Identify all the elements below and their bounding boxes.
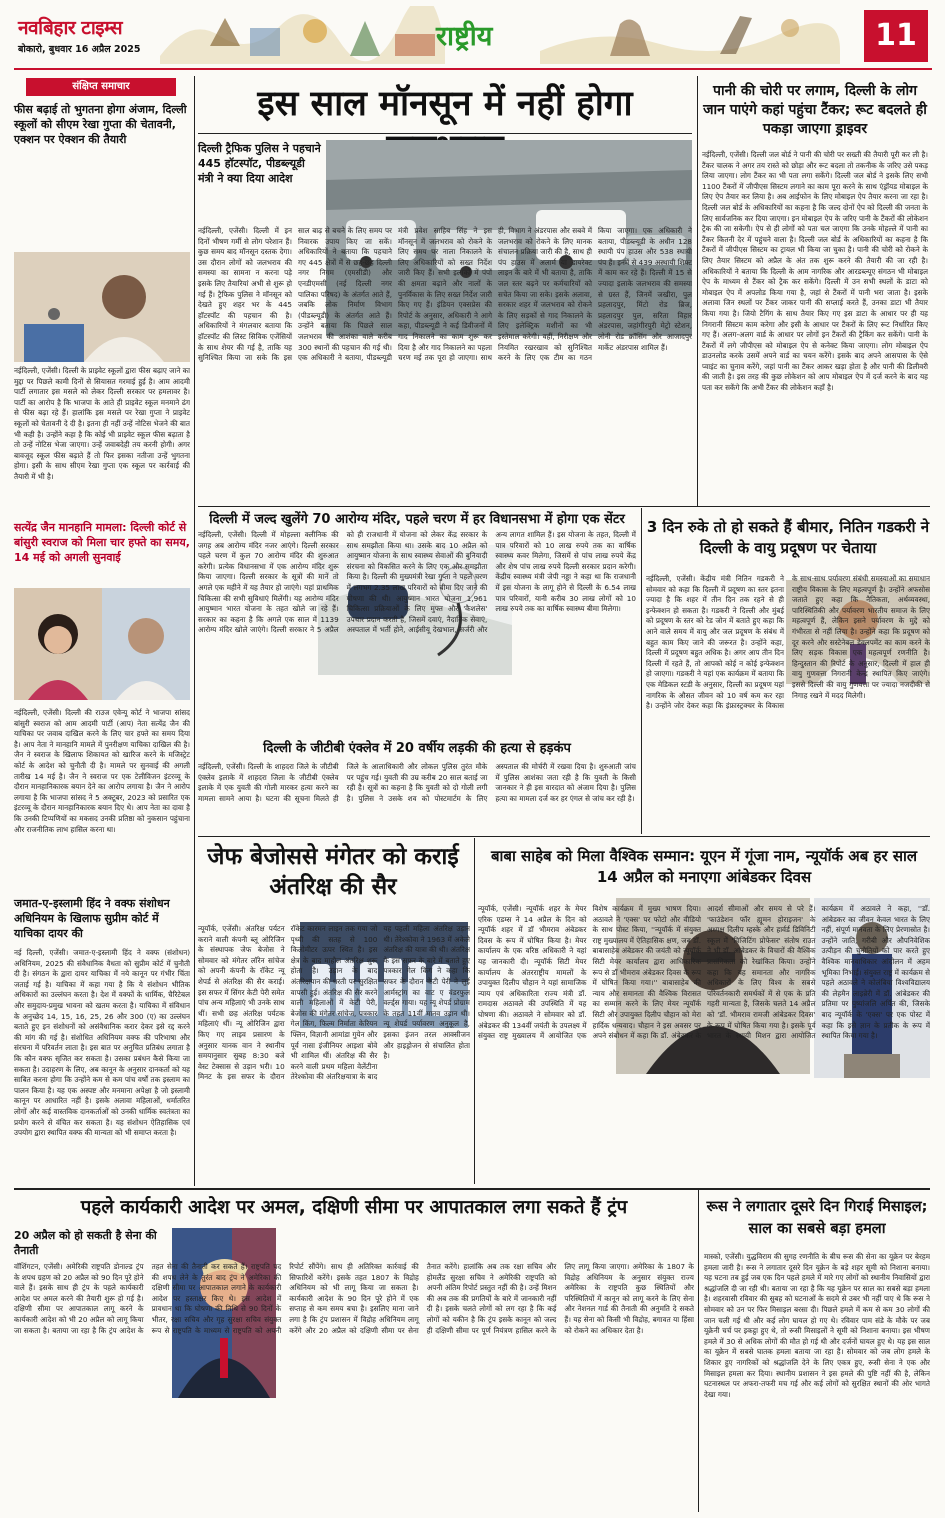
gtb-headline: दिल्ली के जीटीबी एंक्लेव में 20 वर्षीय लड़की की हत्या से हड़कंप (263, 741, 571, 756)
page-number-text: 11 (875, 18, 917, 53)
ambedkar-body: न्यूयॉर्क, एजेंसी। न्यूयॉर्क शहर के मेयर एरिक एडम्स ने 14 अप्रैल के दिन को न्यूयॉर्क शहर में डॉ भीमराव अंबेडकर दिवस के रूप में घोषित किया है। मेयर कार्यालय के एक वरिष्ठ अधिकारी ने यहां यह जानकारी दी। न्यूयॉर्क सिटी मेयर कार्यालय के अंतरराष्ट्रीय मामलों के उपायुक्त दिलीप चौहान ने यहां सामाजिक न्याय एवं अधिकारिता राज्य मंत्री डॉ. रामदास अठावले की उपस्थिति में यह घोषणा की। अठावले ने सोमवार को डॉ. अंबेडकर की 134वीं जयंती के उपलक्ष्य में संयुक्त राष्ट्र मुख्यालय में आयोजित एक विशेष कार्यक्रम में मुख्य भाषण दिया। अठावले ने 'एक्स' पर फोटो और वीडियो के साथ पोस्ट किया, ''न्यूयॉर्क में संयुक्त राष्ट्र मुख्यालय में ऐतिहासिक क्षण, जब डॉ. बाबासाहेब अंबेडकर की जयंती को न्यूयॉर्क सिटी मेयर कार्यालय द्वारा आधिकारिक रूप से डॉ भीमराव अंबेडकर दिवस के रूप में घोषित किया गया।'' बाबासाहेब की न्याय और समानता की वैश्विक विरासत का सम्मान करने के लिए मेयर न्यूयॉर्क सिटी और उपायुक्त दिलीप चौहान को मेरा हार्दिक धन्यवाद। चौहान ने इस अवसर पर अपने संबोधन में कहा कि डॉ. अंबेडकर के आदर्श सीमाओं और समय से परे हैं। 'फाउंडेशन फॉर ह्यूमन होराइजन' के अध्यक्ष दिलीप म्हस्के और हार्वर्ड डिविनिटी स्कूल में 'विजिटिंग प्रोफेसर' संतोष राउत ने भी डॉ. आंबेडकर के विचारों की वैश्विक प्रासंगिकता को रेखांकित किया। उन्होंने कहा कि यह समानता और नागरिक अधिकारों के लिए विश्व के सबसे परिवर्तनकारी समर्थकों में से एक के प्रति गहरी मान्यता है, जिसके चलते 14 अप्रैल को 'डॉ. भीमराव रामजी आंबेडकर दिवस' के रूप में घोषित किया गया है। इसके पूर्व भारत के स्थायी मिशन द्वारा आयोजित कार्यक्रम में अठावले ने कहा, ''डॉ. आंबेडकर का जीवन केवल भारत के लिए नहीं, संपूर्ण मानवता के लिए प्रेरणास्रोत है। उन्होंने जाति, गरीबी और औपनिवेशिक उत्पीड़न की चुनौतियों को पार करते हुए वैश्विक मानवाधिकार आंदोलन में अहम भूमिका निभाई। संयुक्त राष्ट्र में कार्यक्रम से पहले अठावले ने कोलंबिया विश्वविद्यालय की लेहमैन लाइब्रेरी में डॉ. आंबेडकर की प्रतिमा पर पुष्पांजलि अर्पित की, जिसके बाद न्यूयॉर्क के 'एक्स' पर एक पोस्ट में कहा कि इसे ज्ञान के प्रतीक के रूप में स्थापित किया गया है। (478, 904, 930, 1041)
water-headline: पानी की चोरी पर लगाम, दिल्ली के लोग जान पाएंगे कहां पहुंचा टैंकर; रूट बदलते ही पकड़ा जाएगा ड्राइवर (703, 83, 927, 137)
monsoon-rule (198, 133, 692, 134)
column-divider-ambedkar (474, 838, 475, 1184)
monsoon-deck: दिल्ली ट्रैफिक पुलिस ने पहचाने 445 हॉटस्पॉट, पीडब्ल्यूडी मंत्री ने क्या दिया आदेश (198, 142, 321, 185)
trump-headline: पहले कार्यकारी आदेश पर अमल, दक्षिणी सीमा पर आपातकाल लगा सकते हैं ट्रंप (80, 1197, 628, 1218)
russia-body: मास्को, एजेंसी। युद्धविराम की सुगह रणनीति के बीच रूस की सेना का यूक्रेन पर बेरहम हमला जारी है। रूस ने लगातार दूसरे दिन यूक्रेन के बड़े शहर सूमी को निशाना बनाया। यह घटना तब हुई जब एक दिन पहले हमले में मारे गए लोगों को स्थानीय निवासियों द्वारा श्रद्धांजलि दी जा रही थी। बताया जा रहा है कि यह यूक्रेन पर साल का सबसे बड़ा हमला है। शहरवासी रविवार की सुबह को घटनाओं के सदमे से उबर भी नहीं पाए थे कि रूस ने सोमवार को उन पर फिर मिसाइल बरसा दी। पिछले हमले में कम से कम 30 लोगों की जान चली गई थी और कई लोग घायल हो गए थे। रविवार पाम संडे के मौके पर जब यूक्रेनी चर्च पर इकट्ठा हुए थे, तो रूसी मिसाइलों ने सूमी को निशाना बनाया। इस भीषण हमले में 30 से अधिक लोगों की मौत हो गई थी और दर्जनों घायल हुए थे। यह इस साल का यूक्रेन में सबसे घातक हमला बताया जा रहा है। सोमवार को जब लोग हमले के शिकार हुए नागरिकों को श्रद्धांजलि देने के लिए एकत्र हुए, रूसी सेना ने एक और मिसाइल हमला कर दिया। स्थानीय प्रशासन ने इस हमले की पुष्टि नहीं की है, लेकिन घटनास्थल पर अफरा-तफरी मच गई और कई लोगों को सुरक्षित स्थानों की ओर भागते देखा गया। (704, 1252, 930, 1399)
gadkari-body: नईदिल्ली, एजेंसी। केंद्रीय मंत्री नितिन गडकरी ने सोमवार को कहा कि दिल्ली में प्रदूषण का स्तर इतना ज्यादा है कि शहर में तीन दिन तक रहने से ही इन्फेक्शन हो सकता है। गडकरी ने दिल्ली और मुंबई को प्रदूषण के स्तर को रेड जोन में बताते हुए कहा कि आने वाले समय में वायु और जल प्रदूषण के संबंध में बहुत काम किए जाने की जरूरत है। उन्होंने कहा, दिल्ली में प्रदूषण बहुत अधिक है। अगर आप तीन दिन दिल्ली में रहते हैं, तो आपको कोई न कोई इन्फेक्शन हो जाएगा। गडकरी ने यहां एक कार्यक्रम में बताया कि एक मेडिकल स्टडी के अनुसार, दिल्ली का प्रदूषण यहां नागरिक के औसत जीवन को 10 वर्ष कम कर रहा है। उन्होंने जोर देकर कहा कि इंफ्रास्ट्रक्चर के विकास के साथ-साथ पर्यावरण संबंधी समस्याओं का समाधान राष्ट्रीय विकास के लिए महत्वपूर्ण है। उन्होंने अफसोस जताते हुए कहा कि नैतिकता, अर्थव्यवस्था, पारिस्थितिकी और पर्यावरण भारतीय समाज के लिए महत्वपूर्ण हैं, लेकिन इसने पर्यावरण के मुद्दे को गंभीरता से नहीं लिया है। उन्होंने कहा कि प्रदूषण को दूर करने और सस्टेनेबल डेवलपमेंट का काम करने के लिए सड़क विकास एक महत्वपूर्ण रणनीति है। हिन्दुस्तान की रिपोर्ट के अनुसार, दिल्ली में हाल ही वायु गुणवत्ता निगरानी केन्द्र स्थापित किए जाएंगे। इससे दिल्ली की वायु गुणवत्ता पर ज्यादा नजदीकी से निगाह रखने में मदद मिलेगी। (646, 574, 930, 711)
paper-logo: नवबिहार टाइम्स (18, 17, 123, 39)
brief-headline-1: फीस बढ़ाई तो भुगतना होगा अंजाम, दिल्ली स्कूलों को सीएम रेखा गुप्ता की चेतावनी, एक्शन पर ऐक्शन की तैयारी (14, 103, 187, 146)
gadkari-headline: 3 दिन रुके तो हो सकते हैं बीमार, नितिन गडकरी ने दिल्ली के वायु प्रदूषण पर चेताया (646, 518, 930, 557)
brief-headline-2: सत्येंद्र जैन मानहानि मामला: दिल्ली कोर्ट से बांसुरी स्वराज को मिला चार हफ्ते का समय, 14 मई को अगली सुनवाई (14, 521, 190, 564)
brief-column (14, 76, 190, 1186)
bezos-headline: जेफ बेजोससे मंगेतर को कराई अंतरिक्ष की सैर (207, 844, 459, 900)
dateline: बोकारो, बुधवार 16 अप्रैल 2025 (18, 44, 141, 55)
section-rule-1 (198, 506, 930, 507)
page-number (864, 10, 928, 62)
brief-body-1: नईदिल्ली, एजेंसी। दिल्ली के प्राइवेट स्कूलों द्वारा फीस बढ़ाए जाने का मुद्दा पर पिछले कामी दिनों से सियासत गरमाई हुई है। आम आदमी पार्टी लगातार इस मसले को लेकर दिल्ली सरकार पर हमलावर है। पार्टी का आरोप है कि भाजपा के आते ही प्राइवेट स्कूल मनमाने ढंग से फीस बढ़ा रहे हैं। हालांकि इस मसले पर रेखा गुप्ता ने प्राइवेट स्कूलों को चेतावनी दे दी है। इतना ही नहीं उन्हें नोटिस भेजने की बात भी कही है। उन्होंने कहा है कि कोई भी प्राइवेट स्कूल फीस बढ़ाता है तो उन्हें नोटिस भेजा जाएगा। उन्हें जवाबदेही तय करनी होगी। अगर बावजूद स्कूल फीस बढ़ाते हैं तो फिर इसका नतीजा उन्हें भुगतना होगा। इसी के साथ सीएम रेखा गुप्ता एक स्कूल पर कार्रवाई की तैयारी में भी है। (14, 366, 190, 481)
russia-headline: रूस ने लगातार दूसरे दिन गिराई मिसाइल; साल का सबसे बड़ा हमला (706, 1198, 928, 1237)
masthead-art (150, 6, 450, 64)
bezos-body: न्यूयॉर्क, एजेंसी। अंतरिक्ष पर्यटन कराने वाली कंपनी ब्लू ओरिजिन के संस्थापक जेफ बेजोस ने सोमवार को मंगेतर लॉरेन सांचेज को अपनी कंपनी के रॉकेट न्यू शेपर्ड से अंतरिक्ष की सैर कराई। इस सफर में सिंगर केटी पेरी समेत पांच अन्य महिलाएं भी उनके साथ थीं। सभी छह अंतरिक्ष पर्यटक महिलाएं थीं। न्यू ओरिजिन द्वारा किए गए लाइव प्रसारण के अनुसार यानक वान ने स्थानीय समयानुसार सुबह 8:30 बजे वेस्ट टेक्सास से उड़ान भरी। 10 मिनट के इस सफर के दौरान रॉकेट कारमन लाइन तक गया जो पृथ्वी की सतह से 100 किलोमीटर ऊपर स्थित है। इस क्षेत्र के बाद माहौल अंतरिक्ष शुरू होता है। उड़ान के बाद अंतरिक्षयान की धरती पर सुरक्षित वापसी हुई। अंतरिक्ष की सैर करने वाली महिलाओं में केटी पेरी, बेजोस की मंगेतर सांचेज, पत्रकार गेल किंग, फिल्म निर्माता केरियन फ्लिन, विज्ञानी आमांडा गुयेन और पूर्व नासा इंजीनियर आइशा बोवे भी शामिल थीं। अंतरिक्ष की सैर करने वाली प्रथम महिला वेलेंटीना तेरेश्कोवा की अंतरिक्षयात्रा के बाद यह पहली महिला अंतरिक्ष उड़ान थी। तेरेश्कोवा ने 1963 में अकेले अंतरिक्ष की यात्रा की थी। अंतरिक्ष के इस सफर के बारे में बताते हुए पत्रकार गेल किंग ने कहा कि सफर के दौरान केटी पेरी ने लुई आर्मस्ट्रांग का वाट ए वंडरफुल वर्ल्ड्स गाया। यह न्यू शेपर्ड प्रोग्राम के तहत 11वीं मानव उड़ान थी। न्यू शेपर्ड पर्यावरण अनुकूल है, इसका इंजन तरल आक्सीजन और हाइड्रोजन से संचालित होता है। (198, 924, 470, 1082)
trump-body: वॉशिंगटन, एजेंसी। अमेरिकी राष्ट्रपति डोनाल्ड ट्रंप के शपथ ग्रहण को 20 अप्रैल को 90 दिन पूरे होने वाले हैं। इसके साथ ही ट्रंप के पहले कार्यकारी आदेश पर अमल करने की तैयारी शुरू हो गई है। दक्षिणी सीमा पर आपातकाल लागू करने के कार्यकारी आदेश को भी 20 अप्रैल को लागू किया जा सकता है। बताया जा रहा है कि ट्रंप आदेश के तहत सेना की तैनाती कर सकते हैं। राष्ट्रपति पद की शपथ लेने के तुरंत बाद ट्रंप ने अमेरिका की दक्षिणी सीमा पर आपातकाल लगाने के कार्यकारी आदेश पर हस्ताक्षर किए थे। इस आदेश में प्रावधान था कि घोषणा की तिथि से 90 दिनों के भीतर, रक्षा सचिव और गृह सुरक्षा सचिव संयुक्त रूप से राष्ट्रपति के माध्यम से राष्ट्रपति को अपनी रिपोर्ट सौंपेंगे। साथ ही अतिरिक्त कार्रवाई की सिफारिशें करेंगे। इसके तहत 1807 के विद्रोह अधिनियम को भी लागू किया जा सकता है। कार्यकारी आदेश के 90 दिन पूरे होने में एक सप्ताह से कम समय बचा है। इसलिए माना जाने लगा है कि ट्रंप प्रशासन में विद्रोह अधिनियम लागू करेंगे और 20 अप्रैल को दक्षिणी सीमा पर सेना तैनात करेंगे। हालांकि अब तक रक्षा सचिव और होमलैंड सुरक्षा सचिव ने अमेरिकी राष्ट्रपति को अपनी अंतिम रिपोर्ट प्रस्तुत नहीं की है। उन्हें मिशन की अब तक की प्रगतियों के बारे में जानकारी नहीं दी है। इसके चलते लोगों को लग रहा है कि कई लोगों को यकीन है कि ट्रंप इसके कानून को जल्द ही दक्षिणी सीमा पर पूर्ण नियंत्रण हासिल करने के लिए लागू किया जाएगा। अमेरिका के 1807 के विद्रोह अधिनियम के अनुसार संयुक्त राज्य अमेरिका के राष्ट्रपति कुछ स्थितियों और परिस्थितियों में कानून को लागू करने के लिए सेना और नेशनल गार्ड की तैनाती की अनुमति दे सकते हैं। यह सेना को किसी भी विद्रोह, बगावत या हिंसा को रोकने का अधिकार देता है। (14, 1262, 694, 1335)
masthead-art-right (540, 6, 840, 64)
masthead (0, 0, 945, 72)
water-body: नईदिल्ली, एजेंसी। दिल्ली जल बोर्ड ने पानी की चोरी पर सख्ती की तैयारी पूरी कर ली है। टैंकर चालक ने अगर तय रास्ते को छोड़ा और रूट बदला तो तकनीक के जरिए उसे पकड़ लिया जाएगा। लोग टैंकर का भी पता लगा सकेंगे। दिल्ली जल बोर्ड ने इसके लिए सभी 1100 टैंकरों में जीपीएस सिस्टम लगाने का काम पूरा करने के साथ एंड्रॉयड मोबाइल के लिए ऐप तैयार कर लिया है। अब आईफोन के लिए मोबाइल ऐप तैयार करना जा रहा है। दिल्ली जल बोर्ड के अधिकारियों का कहना है कि जल्द दोनों ऐप को दिल्ली की जनता के लिए सार्वजनिक कर दिया जाएगा। इन मोबाइल ऐप के जरिए पानी के टैंकरों की लोकेशन ट्रैक की जा सकेगी। ऐप से ही लोगों को पता चल जाएगा कि उनके मोहल्ले में पानी का टैंकर कितनी देर में पहुंचने वाला है। दिल्ली जल बोर्ड के अधिकारियों का कहना है कि टैंकरों में जीपीएस सिस्टम का ट्रायल भी किया जा चुका है। पानी की चोरी को रोकने के लिए तैयार सिस्टम को अप्रैल के अंत तक शुरू करने की तैयारी की जा रही है। अधिकारियों ने बताया कि दिल्ली के आम नागरिक और आरडब्ल्यूए संगठन भी मोबाइल ऐप के माध्यम से टैंकर को ट्रैक कर सकेंगे। दिल्ली में उन सभी स्थलों के डाटा को मोबाइल ऐप में अपलोड किया गया है, जहां से टैंकरों में पानी भरा जाता है। इसके अलावा जिन स्थलों पर टैंकर जाकर पानी की सप्लाई करते हैं, उनका डाटा भी तैयार किया गया है। जियो टैगिंग के साथ तैयार किए गए इस डाटा के आधार पर ही यह निगरानी सिस्टम काम करेगा और इसी के आधार पर टैंकरों के लिए रूट निर्धारित किए गए हैं। अलग-अलग वार्ड के आधार पर लोगों इन टैंकरों की ट्रैकिंग कर सकेंगे। पानी के टैंकरों में लगे जीपीएस को मोबाइल ऐप से कनेक्ट किया जाएगा। लोग मोबाइल ऐप डाउनलोड करके उसमें अपने वार्ड का चयन करेंगे। इसके बाद अपने आसपास के ऐसे प्वाइंट का चुनाव करेंगे, जहां पानी का टैंकर आकर खड़ा होता है और पानी की डिलीवरी की जाती है। इस तरह की कुछ लोकेशन को आप मोबाइल ऐप में दर्ज करने के बाद यह पता कर सकेंगे कि अभी टैंकर की लोकेशन कहाँ है। (702, 150, 928, 393)
arogya-body: नईदिल्ली, एजेंसी। दिल्ली में मोहल्ला क्लीनिक की जगह अब आरोग्य मंदिर नजर आएंगे। दिल्ली सरकार पहले चरण में कुल 70 आरोग्य मंदिर की शुरुआत करेगी। प्रत्येक विधानसभा में एक आरोग्य मंदिर शुरू किया जाएगा। दिल्ली सरकार के सूत्रों की मानें तो अगले एक महीने में यह तैयार हो जाएंगे। यहां प्राथमिक चिकित्सा की सभी सुविधाएं मिलेंगी। यह आरोग्य मंदिर आयुष्मान भारत योजना के तहत खोले जा रहे हैं। सरकार का कहना है कि अगले एक साल में 1139 आरोग्य मंदिर खोले जाएंगे। दिल्ली सरकार ने 5 अप्रैल को ही राजधानी में योजना को लेकर केंद्र सरकार के साथ समझौता किया था। उसके बाद 10 अप्रैल को आयुष्मान योजना के साथ स्वास्थ्य सेवाओं की बुनियादी संरचना को विकसित करने के लिए एक और समझौता किया है। दिल्ली की मुख्यमंत्री रेखा गुप्ता ने पहले चरण में लगभग 2.35 लाख परिवारों को बीमा दिए जाने की घोषणा की थी। आयुष्मान भारत योजना 1,961 चिकित्सा प्रक्रियाओं के लिए मुफ्त और 'कैशलेस' उपचार प्रदान करती है, जिसमें दवाएं, नैदानिक सेवाएं, अस्पताल में भर्ती होने, आईसीयू देखभाल, सर्जरी और अन्य लागत शामिल हैं। इस योजना के तहत, दिल्ली में पात्र परिवारों को 10 लाख रुपये तक का वार्षिक स्वास्थ्य कवर मिलेगा, जिसमें से पांच लाख रुपये केंद्र और शेष पांच लाख रुपये दिल्ली सरकार प्रदान करेगी। केंद्रीय स्वास्थ्य मंत्री जेपी नड्डा ने कहा था कि राजधानी में इस योजना के लागू होने से दिल्ली के 6.54 लाख पात्र परिवारों, यानी करीब 30 लाख लोगों को 10 लाख रुपये तक का वार्षिक स्वास्थ्य बीमा मिलेगा। (198, 530, 636, 635)
section-rule-2 (198, 836, 930, 837)
column-divider-mid (697, 76, 698, 506)
column-divider-russia (698, 1190, 699, 1512)
arogya-headline: दिल्ली में जल्द खुलेंगे 70 आरोग्य मंदिर, पहले चरण में हर विधानसभा में होगा एक सेंटर (209, 512, 625, 527)
brief-label-text: संक्षिप्त समाचार (72, 81, 130, 92)
section-title: राष्ट्रीय (436, 21, 493, 52)
column-divider-left (194, 76, 195, 1186)
rekha-gupta-photo (14, 252, 190, 362)
monsoon-body: नईदिल्ली, एजेंसी। दिल्ली में इन दिनों भीषण गर्मी से लोग परेशान हैं। कुछ समय बाद मॉनसून दस्तक देगा। उस दौरान लोगों को जलभराव की समस्या का सामना न करना पड़े इसके लिए तैयारियां अभी से शुरू हो गई हैं। ट्रैफिक पुलिस ने मॉनसून को देखते हुए शहर भर के 445 हॉटस्पॉट की पहचान की है। अधिकारियों ने मंगलवार बताया कि हॉटस्पॉट की लिस्ट सिविक एजेंसियों के साथ शेयर की गई है, ताकि यह सुनिश्चित किया जा सके कि इस साल बाढ़ से बचने के लिए समय पर निवारक उपाय किए जा सकें। अधिकारियों ने बताया कि पहचाने गए 445 क्षेत्रों में से छह-छह दिल्ली नगर निगम (एमसीडी) और एनडीएमसी (नई दिल्ली नगर पालिका परिषद) के अंतर्गत आते हैं, जबकि लोक निर्माण विभाग (पीडब्ल्यूडी) के अंतर्गत आते हैं। उन्होंने बताया कि पिछले साल जलभराव की आशंका वाले करीब 300 स्थानों की पहचान की गई थी। एक अधिकारी ने बताया, पीडब्ल्यूडी मंत्री प्रवेश साहिब सिंह ने इस मॉनसून में जलभराव को रोकने के लिए समय पर नाला निकालने के लिए अधिकारियों को सख्त निर्देश जारी किए हैं। सभी इलाकों में पंपों की क्षमता बढ़ाने और नालों के पुनर्विकास के लिए सख्त निर्देश जारी किए गए हैं। इंडियन एक्सप्रेस की रिपोर्ट के अनुसार, अधिकारी ने आगे कहा, पीडब्ल्यूडी ने कई डिवीजनों में गाद निकालने का काम शुरू कर दिया है और गाद निकालने का पहला चरण मई तक पूरा हो जाएगा। साथ ही, विभाग ने अंडरपास और सबवे में जलभराव को रोकने के लिए मानक संचालन प्रक्रिया जारी की है, साथ ही पंप हाउस में अलार्म या डायरेक्ट लाइन के बारे में भी बताया है, ताकि जल स्तर बढ़ने पर कर्मचारियों को सचेत किया जा सके। इसके अलावा, सरकार शहर में जलभराव को रोकने के लिए सड़कों से गाद निकालने के लिए इलेक्ट्रिक मशीनों का भी इस्तेमाल करेगी। वहीं, निरीक्षण और नियमित रखरखाव को सुनिश्चित करने के लिए एक टीम का गठन किया जाएगा। एक अधिकारी ने बताया, पीडब्ल्यूडी के अधीन 128 स्थायी पंप हाउस और 538 स्थायी पंप हैं। इनमें से 439 अस्थायी शिफ्ट में काम कर रहे हैं। दिल्ली में 15 से ज्यादा इलाके जलभराव की समस्या से ग्रस्त हैं, जिनमें जखीरा, पुल प्रहलादपुर, मिंटो रोड ब्रिज, प्रहलादपुर पुल, सरिता विहार अंडरपास, जहांगीरपुरी मेट्रो स्टेशन, लोनी रोड क्रॉसिंग और आजादपुर मार्केट अंडरपास शामिल हैं। (198, 226, 692, 363)
masthead-rule (14, 68, 932, 70)
section-rule-3 (14, 1188, 930, 1190)
brief-label (26, 78, 176, 96)
brief-body-2: नईदिल्ली, एजेंसी। दिल्ली की राउज एवेन्यू कोर्ट ने भाजपा सांसद बांसुरी स्वराज को आम आदमी पार्टी (आप) नेता सत्येंद्र जैन की याचिका पर जवाब दाखिल करने के लिए चार हफ्ते का समय दिया है। आप नेता ने मानहानि मामले में पुनरीक्षण याचिका दाखिल की है। जैन ने स्वराज के खिलाफ शिकायत को खारिज करने के मजिस्ट्रेट कोर्ट के आदेश को चुनौती दी है। मामले पर सुनवाई की अगली तारीख 14 मई है। जैन ने स्वराज पर एक टेलीविजन इंटरव्यू के दौरान मानहानिकारक बयान देने का आरोप लगाया है। जैन ने आरोप लगाया है कि भाजपा सांसद ने 5 अक्टूबर, 2023 को प्रसारित एक इंटरव्यू के दौरान मानहानिकारक बयान दिए थे। आप नेता का दावा है कि उनकी टिप्पणियों का मकसद उनकी प्रतिष्ठा को नुकसान पहुंचाना और राजनीतिक लाभ हासिल करना था। (14, 708, 190, 834)
ambedkar-headline: बाबा साहेब को मिला वैश्विक सम्मान: यूएन में गूंजा नाम, न्यूयॉर्क अब हर साल 14 अप्रैल को मनाएगा आंबेडकर दिवस (490, 847, 918, 886)
bansuri-satyendra-photo (14, 588, 190, 700)
monsoon-headline: इस साल मॉनसून में नहीं होगा (257, 84, 633, 124)
column-divider-gadkari (641, 508, 642, 834)
gtb-body: नईदिल्ली, एजेंसी। दिल्ली के शाहदरा जिले के जीटीबी एंक्लेव इलाके में शाहदरा जिला के जीटीबी एंक्लेव इलाके में एक युवती की गोली मारकर हत्या करने का मामला सामने आया है। घटना की सूचना मिलते ही जिले के आलाधिकारी और लोकल पुलिस तुरंत मौके पर पहुंच गई। युवती की उम्र करीब 20 साल बताई जा रही है। सूत्रों का कहना है कि युवती को दो गोली लगी है। पुलिस ने उसके शव को पोस्टमार्टम के लिए अस्पताल की मोर्चरी में रखवा दिया है। शुरुआती जांच में पुलिस आशंका जता रही है कि युवती के किसी जानकार ने ही इस वारदात को अंजाम दिया है। पुलिस हत्या का मामला दर्ज कर हर एंगल से जांच कर रही है। (198, 762, 636, 803)
trump-deck: 20 अप्रैल को हो सकती है सेना की तैनाती (14, 1229, 157, 1257)
brief-body-3: नई दिल्ली, एजेंसी। जमात-ए-इस्लामी हिंद ने वक्फ (संशोधन) अधिनियम, 2025 की संवैधानिक वैधता को सुप्रीम कोर्ट में चुनौती दी है। संगठन के द्वारा दायर याचिका में नये कानून पर गंभीर चिंता जताई गई है। याचिका में कहा गया है कि ये संशोधन भीतिक अधिकारों का उल्लंघन करता है। देश में वक्फों के धार्मिक, चैरिटेबल और समुदाय-प्रमुख भावना को खतम करता है। याचिका में संविधान के अनुच्छेद 14, 15, 16, 25, 26 और 300 (ए) का उल्लंघन बताते हुए इन संशोधनों को असंवैधानिक करार देकर इसे रद्द करने की मांग की गई है। संशोधित अधिनियम वक्फ की परिभाषा और संरचना में परिवर्तन लाता है। इस बात पर अनुचित प्रतिबंध लगाता है कि कौन वक्फ सृजित कर सकता है। उसका प्रबंधन कैसे किया जा सकता है। उदाहरण के लिए, अब कानून के अनुसार दानकर्ता को यह साबित करना होगा कि उन्होंने कम से कम पांच वर्षों तक इस्लाम का पालन किया है। यह एक अस्पष्ट और मनमाना अपेक्षा है जो इस्लामी कानून पर आधारित नहीं है। इसके अलावा महिलाओं, धर्मातरित लोगों और कई वास्तविक दानकर्ताओं को उनकी धार्मिक स्वतंत्रता का प्रयोग करने से वंचित कर सकता है। यह संशोधन ऐतिहासिक एवं उपयोग द्वारा स्थापित वक्फ की मान्यता को भी समाप्त करता है। (14, 948, 190, 1138)
brief-headline-3: जमात-ए-इस्लामी हिंद ने वक्फ संशोधन अधिनियम के खिलाफ सुप्रीम कोर्ट में याचिका दायर की (14, 897, 170, 940)
